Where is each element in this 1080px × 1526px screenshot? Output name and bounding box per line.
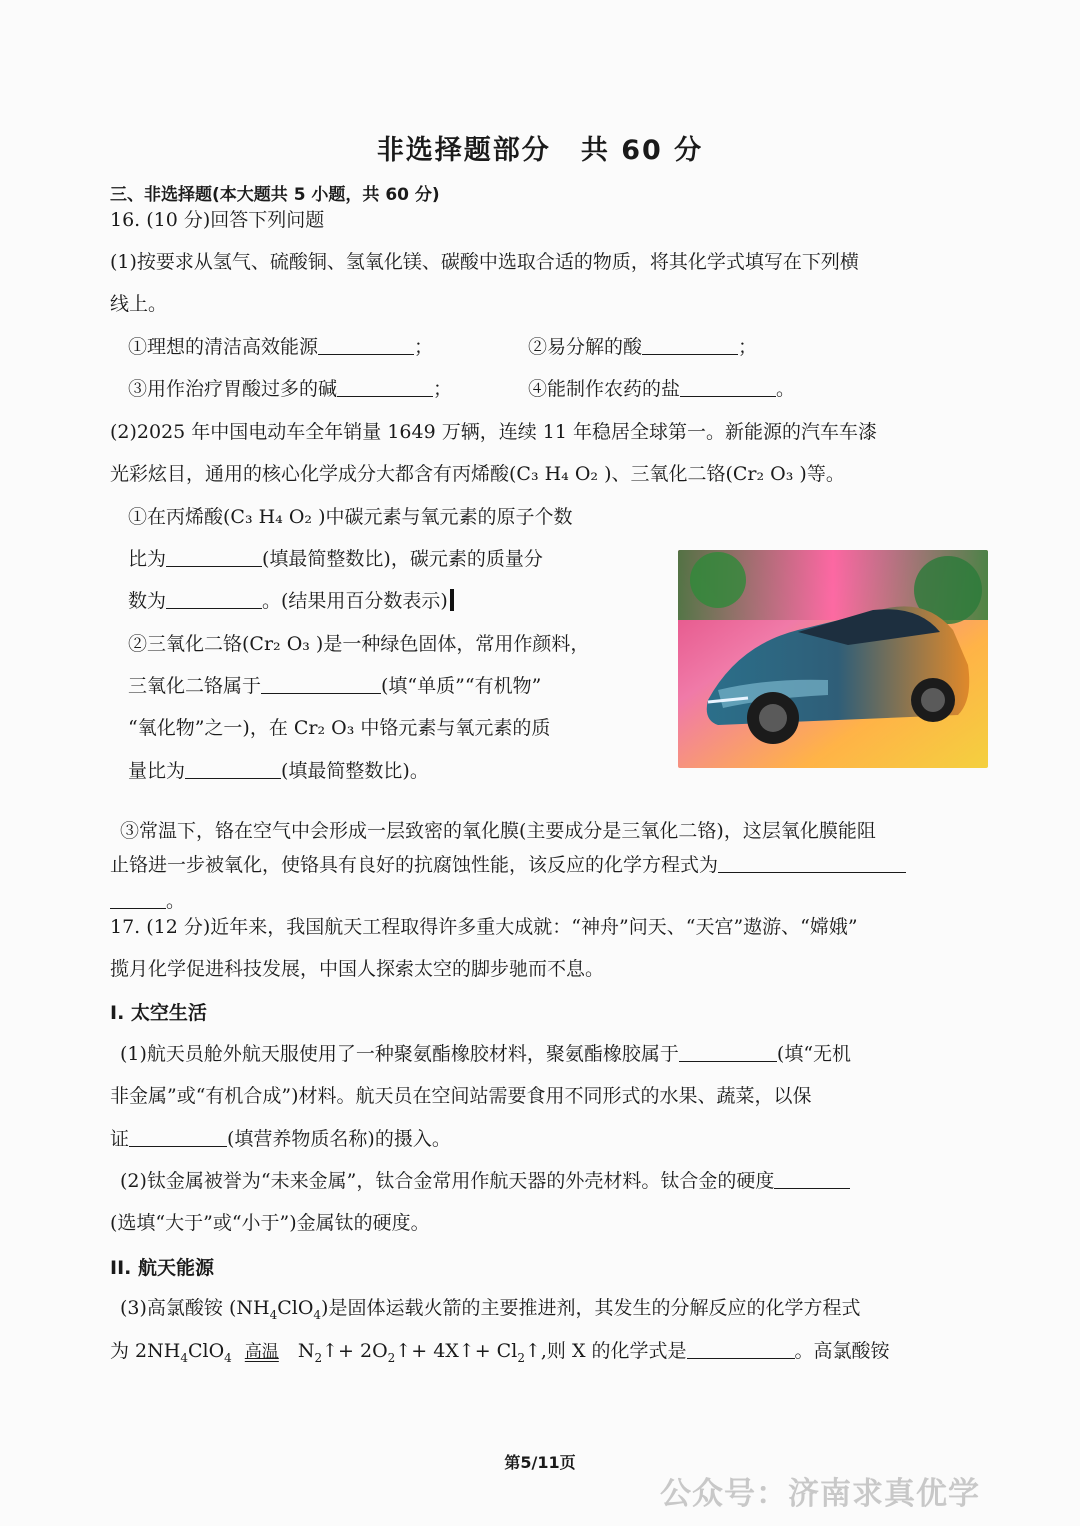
page-title: 非选择题部分 共 60 分	[376, 135, 704, 166]
q16-part2-line2: 光彩炫目，通用的核心化学成分大都含有丙烯酸(C₃ H₄ O₂ )、三氧化二铬(Cr₂ O₃ )等。	[110, 463, 845, 485]
watermark: 公众号：济南求真优学	[660, 1476, 980, 1512]
q16-item3: ③用作治疗胃酸过多的碱 ；	[128, 378, 453, 400]
q17-s1-line2: 非金属”或“有机合成”)材料。航天员在空间站需要食用不同形式的水果、蔬菜，以保	[110, 1085, 812, 1107]
answer-blank[interactable]	[185, 758, 281, 779]
q17-s1-line1: (1)航天员舱外航天服使用了一种聚氨酯橡胶材料，聚氨酯橡胶属于 (填“无机	[120, 1043, 852, 1065]
page-number: 第5/11页	[504, 1453, 576, 1472]
reaction-condition: 高温	[244, 1342, 279, 1362]
q16-a2-line4: 量比为 (填最简整数比)。	[128, 760, 429, 782]
q16-a1-line2: 比为 (填最简整数比)，碳元素的质量分	[128, 548, 543, 570]
q16-a3-line1: ③常温下，铬在空气中会形成一层致密的氧化膜(主要成分是三氧化二铬)，这层氧化膜能阻	[120, 820, 876, 842]
q17-subheading-space-life: I. 太空生活	[110, 1002, 207, 1024]
q17-s1-line3: 证 (填营养物质名称)的摄入。	[110, 1128, 451, 1150]
q16-a1-line1: ①在丙烯酸(C₃ H₄ O₂ )中碳元素与氧元素的原子个数	[128, 506, 573, 528]
answer-blank[interactable]	[680, 376, 776, 397]
q16-part1-line2: 线上。	[110, 293, 168, 315]
car-photo	[678, 550, 988, 768]
q16-a2-line2: 三氧化二铬属于 (填“单质”“有机物”	[128, 675, 542, 697]
answer-blank[interactable]	[110, 888, 166, 909]
car-illustration	[678, 550, 988, 768]
answer-blank[interactable]	[166, 588, 262, 609]
answer-blank[interactable]	[166, 546, 262, 567]
q16-a3-line2: 止铬进一步被氧化，使铬具有良好的抗腐蚀性能，该反应的化学方程式为	[110, 852, 906, 878]
answer-blank[interactable]	[337, 376, 433, 397]
q17-heading-line2: 揽月化学促进科技发展，中国人探索太空的脚步驰而不息。	[110, 958, 605, 980]
q16-a2-line3: “氧化物”之一)，在 Cr₂ O₃ 中铬元素与氧元素的质	[128, 717, 551, 739]
answer-blank[interactable]	[261, 673, 381, 694]
answer-blank[interactable]	[679, 1041, 777, 1062]
section-heading: 三、非选择题(本大题共 5 小题，共 60 分)	[110, 185, 440, 205]
q16-a3-line3: 。	[110, 888, 185, 914]
q16-part2-line1: (2)2025 年中国电动车全年销量 1649 万辆，连续 11 年稳居全球第一。新能源的汽车车漆	[110, 421, 877, 443]
answer-blank[interactable]	[718, 852, 906, 873]
q16-item4: ④能制作农药的盐 。	[528, 378, 796, 400]
text-cursor	[450, 589, 454, 611]
answer-blank[interactable]	[774, 1168, 850, 1189]
q17-s2-line1: (2)钛金属被誉为“未来金属”，钛合金常用作航天器的外壳材料。钛合金的硬度	[120, 1168, 850, 1194]
q16-heading: 16. (10 分)回答下列问题	[110, 209, 325, 231]
q16-item1: ①理想的清洁高效能源 ；	[128, 336, 434, 358]
answer-blank[interactable]	[687, 1338, 795, 1359]
q16-a2-line1: ②三氧化二铬(Cr₂ O₃ )是一种绿色固体，常用作颜料，	[128, 633, 590, 655]
q17-heading-line1: 17. (12 分)近年来，我国航天工程取得许多重大成就：“神舟”问天、“天宫”遨游、“嫦娥”	[110, 916, 858, 938]
q17-subheading-space-energy: II. 航天能源	[110, 1257, 214, 1279]
answer-blank[interactable]	[318, 334, 414, 355]
answer-blank[interactable]	[129, 1126, 227, 1147]
q16-part1-line1: (1)按要求从氢气、硫酸铜、氢氧化镁、碳酸中选取合适的物质，将其化学式填写在下列横	[110, 251, 859, 273]
q16-a1-line3: 数为 。(结果用百分数表示)	[128, 588, 454, 614]
q17-s3-line2: 为 $2NH_4ClO_4$ 高温 $N_2↑+$ $2O_2↑+$ 4X↑+ $Cl_2↑$,则 X 的化学式是 。高氯酸铵	[110, 1340, 890, 1365]
q17-s3-line1: (3)高氯酸铵 $(NH_4ClO_4)$是固体运载火箭的主要推进剂，其发生的分解反应的化学方程式	[120, 1297, 861, 1322]
q17-s2-line2: (选填“大于”或“小于”)金属钛的硬度。	[110, 1212, 430, 1234]
q16-item2: ②易分解的酸 ；	[528, 336, 758, 358]
answer-blank[interactable]	[642, 334, 738, 355]
